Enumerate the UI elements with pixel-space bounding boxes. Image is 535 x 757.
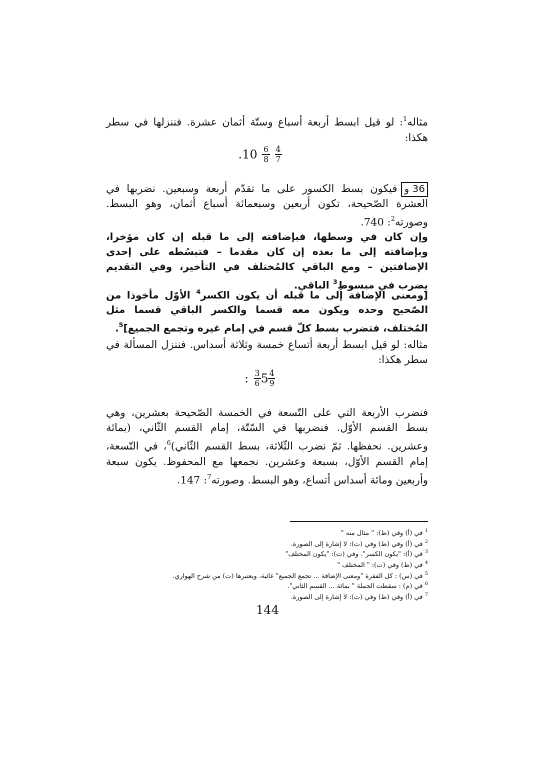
math-dot: . <box>238 147 243 162</box>
paragraph-1-value: : 740. <box>360 216 391 229</box>
example-1-line <box>106 112 428 146</box>
fraction: $\frac{4}{7}$ <box>275 145 281 164</box>
bold-paragraph-1-text: وإن كان في وسطها، فبإضافته إلى ما قبله إن كان مؤخرا، وبإضافته إلى ما بعده إن كان مقدما – فتبسُطه على إحدى الإضافتين – ومع الباقي كالمُختلف في التأخير، وفي التقديم يضرب في مبسوطِ <box>106 232 428 292</box>
footnote: $^4$ في (ط) وفي (ت): " المختلف " <box>337 559 428 570</box>
footnote-ref: 6 <box>166 439 171 447</box>
fraction: $\frac{6}{8}$ <box>263 145 269 164</box>
margin-marker: 36 و <box>401 182 428 197</box>
math-colon: : <box>244 371 249 386</box>
footnote: $^3$ في (أ): "يكون الكسر". وفي (ت): "يكون المختلف" <box>285 549 428 559</box>
bold-paragraph-2: [ومعنى الإضافة إلى ما قبله أن يكون الكسر$^4$ الأوّل مأخوذا من الصّحيح وحده ويكون معه قسما والكسر الباقي قسما مثل المُختلف، فتضرب بسط كلّ قسم في إمام غيره وتجمع الجميع]$^5$. <box>106 288 428 335</box>
bold-paragraph-2-text: [ومعنى الإضافة إلى ما قبله أن يكون الكسر <box>200 290 428 302</box>
footnote-ref: 5 <box>118 321 124 330</box>
example-2-line <box>106 338 428 368</box>
math-whole: 5 <box>260 371 269 386</box>
fraction: $\frac{3}{6}$ <box>254 369 260 388</box>
example-1-label: مثاله <box>407 116 428 129</box>
paragraph-1 <box>106 182 428 231</box>
footnote-ref: 7 <box>207 472 212 481</box>
footnote: $^2$ في (أ) وفي (ط) وفي (ت): لا إشارة إلى الصورة. <box>290 538 428 548</box>
bold-paragraph-1: وإن كان في وسطها، فبإضافته إلى ما قبله إن كان مؤخرا، وبإضافته إلى ما بعده إن كان مقدما – فتبسُطه على إحدى الإضافتين – ومع الباقي كالمُختلف في التأخير، وفي التقديم يضرب في مبسوطِ$^3$ الباقي. <box>106 232 428 292</box>
footnote: $^1$ في (أ) وفي (ط): " مثال منه " <box>340 528 428 538</box>
paragraph-2: فنضرب الأربعة التي على التّسعة في الخمسة الصّحيحة بعشرين، وهي بسط القسم الأوّل. فنضربها في السّتّة، إمام القسم الثّاني، (بمائة وعشرين. نحفظها. ثمّ نضرب الثّلاثة، بسط القسم الثّاني)$^6$، في التّسعة، إمام القسم الأوّل، بسبعة وعشرين. نجمعها مع المحفوظ. يكون سبعة وأربعين ومائة أسداس أتساع، وهو البسط. وصورته$^7$: 147. <box>106 407 429 486</box>
footnotes <box>98 527 428 602</box>
math-whole: 10 <box>242 147 258 162</box>
fraction: $\frac{4}{9}$ <box>269 369 275 388</box>
example-1-text: : لو قيل ابسط أربعة أسباع وستّة أثمان عشرة. فننزلها في سطر هكذا: <box>106 116 428 144</box>
footnote-ref: 4 <box>196 288 201 296</box>
paragraph-2-text: فنضرب الأربعة التي على التّسعة في الخمسة الصّحيحة بعشرين، وهي بسط القسم الأوّل. فنضربها في السّتّة، إمام القسم الثّاني، (بمائة وعشرين. نحفظها. ثمّ نضرب الثّلاثة، بسط القسم الثّاني) <box>106 407 429 453</box>
example-2-text: مثاله: لو قيل ابسط أربعة أتساع خمسة وثلاثة أسداس. فننزل المسألة في سطر هكذا: <box>106 339 428 366</box>
math-expression-2 <box>225 368 295 388</box>
footnote-separator <box>290 521 428 522</box>
footnote-ref: 3 <box>332 278 338 286</box>
footnote: $^7$ في (أ) وفي (ط) وفي (ت): لا إشارة إلى الصورة. <box>290 591 428 602</box>
paragraph-1-text: فيكون بسط الكسور على ما تقدّم أربعة وسبعين. نضربها في العشرة الصّحيحة، تكون أربعين وسبعمائة أسباع أثمان، وهو البسط. وصورته <box>106 183 428 229</box>
footnote-ref: 2 <box>390 215 395 223</box>
footnote: $^5$ في (س) : كل الفقرة "ومعنى الإضافة ... تجمع الجميع" غائبة، ويعتبرها (ت) من شرح الهواري. <box>172 570 428 580</box>
footnote-ref: 1 <box>403 115 408 123</box>
math-expression-1 <box>215 144 305 164</box>
footnote: $^6$ في (م) : سقطت الجملة " بمائة ... القسم الثاني". <box>287 581 428 591</box>
page-number: 144 <box>256 603 279 617</box>
